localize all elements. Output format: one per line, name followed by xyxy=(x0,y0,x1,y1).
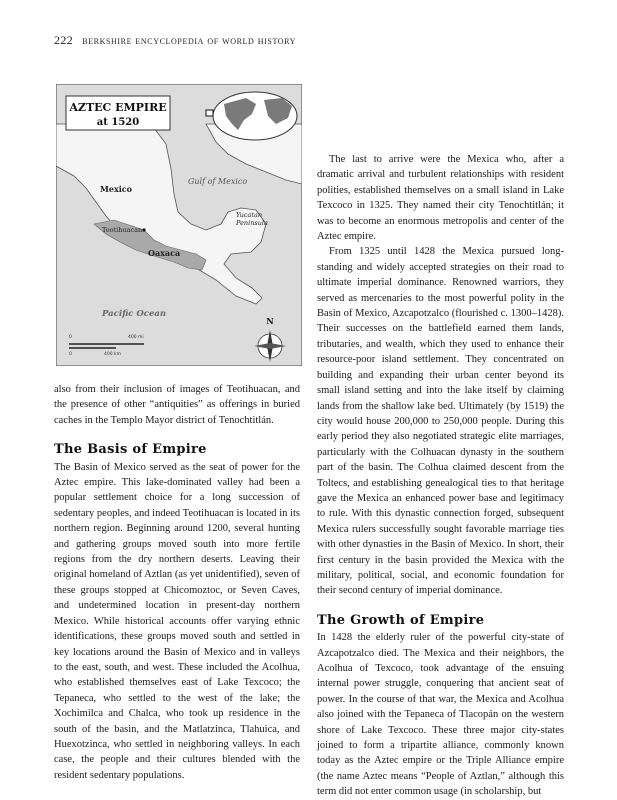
scale-zero-bottom: 0 xyxy=(69,352,72,357)
scale-mi-label: 400 mi xyxy=(128,335,144,340)
left-column xyxy=(54,382,300,783)
running-title: berkshire encyclopedia of world history xyxy=(82,35,297,47)
running-header xyxy=(54,33,296,48)
globe-locator xyxy=(206,110,213,116)
label-mexico: Mexico xyxy=(100,184,132,194)
label-gulf: Gulf of Mexico xyxy=(188,177,248,186)
growth-paragraph: In 1428 the elderly ruler of the powerful city-state of Azcapotzalco died. The Mexica and their neighbors, the Acolhua of Texcoco, took advantage of the ensuing internal power struggle, conquering that ancient seat of power. In the course of that war, the Mexica and Acolhua also joined with the Tepaneca of Tlacopán on the western shore of Lake Texcoco. These three major city-states joined to form a tripartite alliance, commonly known today as the Aztec empire or the Triple Alliance empire (the name Aztec means “People of Aztlan,” although this term did not enter common usage (in scholarship, but xyxy=(317,632,564,798)
label-teotihuacan: Teotihuacan xyxy=(102,226,143,234)
right-column xyxy=(317,152,564,800)
compass-north-label: N xyxy=(266,316,274,326)
scale-zero-top: 0 xyxy=(69,335,72,340)
label-yucatan-2: Peninsula xyxy=(236,219,268,227)
section-heading-basis: The Basis of Empire xyxy=(54,442,207,458)
map-title-line1: AZTEC EMPIRE xyxy=(69,101,167,114)
section-heading-growth: The Growth of Empire xyxy=(317,612,485,628)
scale-km-label: 400 km xyxy=(104,352,122,357)
label-pacific: Pacific Ocean xyxy=(102,309,167,319)
right-paragraph-1: The last to arrive were the Mexica who, after a dramatic arrival and turbulent relationships with resident polities, established themselves on a small island in Lake Texcoco in 1325. They named their city Tenochtitlán; it was to become an enormous metropolis and center of the Aztec empire. xyxy=(317,154,564,243)
aztec-empire-map xyxy=(56,84,302,366)
label-yucatan-1: Yucatan xyxy=(236,211,263,219)
basis-paragraph: The Basin of Mexico served as the seat of power for the Aztec empire. This lake-dominated valley had been a popular settlement choice for a long succession of sedentary peoples, and indeed Teotihuacan is located in its northern region. Beginning around 1200, several hunting and gathering groups moved south into more fertile regions from the dry northern deserts. Leaving their original homeland of Aztlan (as yet unidentified), seven of these groups stopped at Chicomoztoc, or Seven Caves, and undetermined location in present-day northern Mexico. While historical accounts offer varying ethnic identifications, these groups moved south and settled in key locations around the Basin of Mexico and in valleys to the east, south, and west. These included the Acolhua, who established themselves east of Lake Texcoco; the Tepaneca, who settled to the west of the lake; the Xochimilca and Chalca, who took up residence in the south of the basin, and the Matlatzinca, Tlahuica, and Huexotzinca, who settled in neighboring valleys. In each case, the people and their cultures blended with the resident sedentary populations. xyxy=(54,461,300,781)
map-title-line2: at 1520 xyxy=(96,117,140,128)
teotihuacan-marker xyxy=(142,228,145,231)
right-paragraph-2: From 1325 until 1428 the Mexica pursued long-standing and widely accepted strategies on their road to ultimate imperial dominance. Renowned warriors, they served as mercenaries to the most powerful polity in the Basin of Mexico, Azcapotzalco (flourished c. 1300–1428). Their successes on the battlefield earned them lands, tributaries, and wealth, which they used to enhance their resource-poor island settlement. They concentrated on building and expanding their urban center beyond its small island setting and into the lake itself by claiming lands from the shallow lake bed. Ultimately (by 1519) the city would house 200,000 to 250,000 people. During this early period they also negotiated strategic elite marriages, particularly with the Colhuacan dynasty in the southern part of the basin. The Colhua claimed descent from the Toltecs, and establishing genealogical ties to that heritage gave the Mexica an enhanced power base and legitimacy to rule. With this dynastic connection forged, subsequent Mexica rulers successfully sought favorable marriage ties with other dynasties in the Basin of Mexico. In short, their first century in the basin provided the Mexica with the military, political, social, and economic foundation for their second century of imperial dominance. xyxy=(317,246,564,597)
label-oaxaca: Oaxaca xyxy=(148,248,181,258)
page-number: 222 xyxy=(54,33,74,47)
continuation-paragraph: also from their inclusion of images of Teotihuacan, and the presence of other “antiquities” as offerings in buried caches in the Templo Mayor district of Tenochtitlán. xyxy=(54,384,300,426)
